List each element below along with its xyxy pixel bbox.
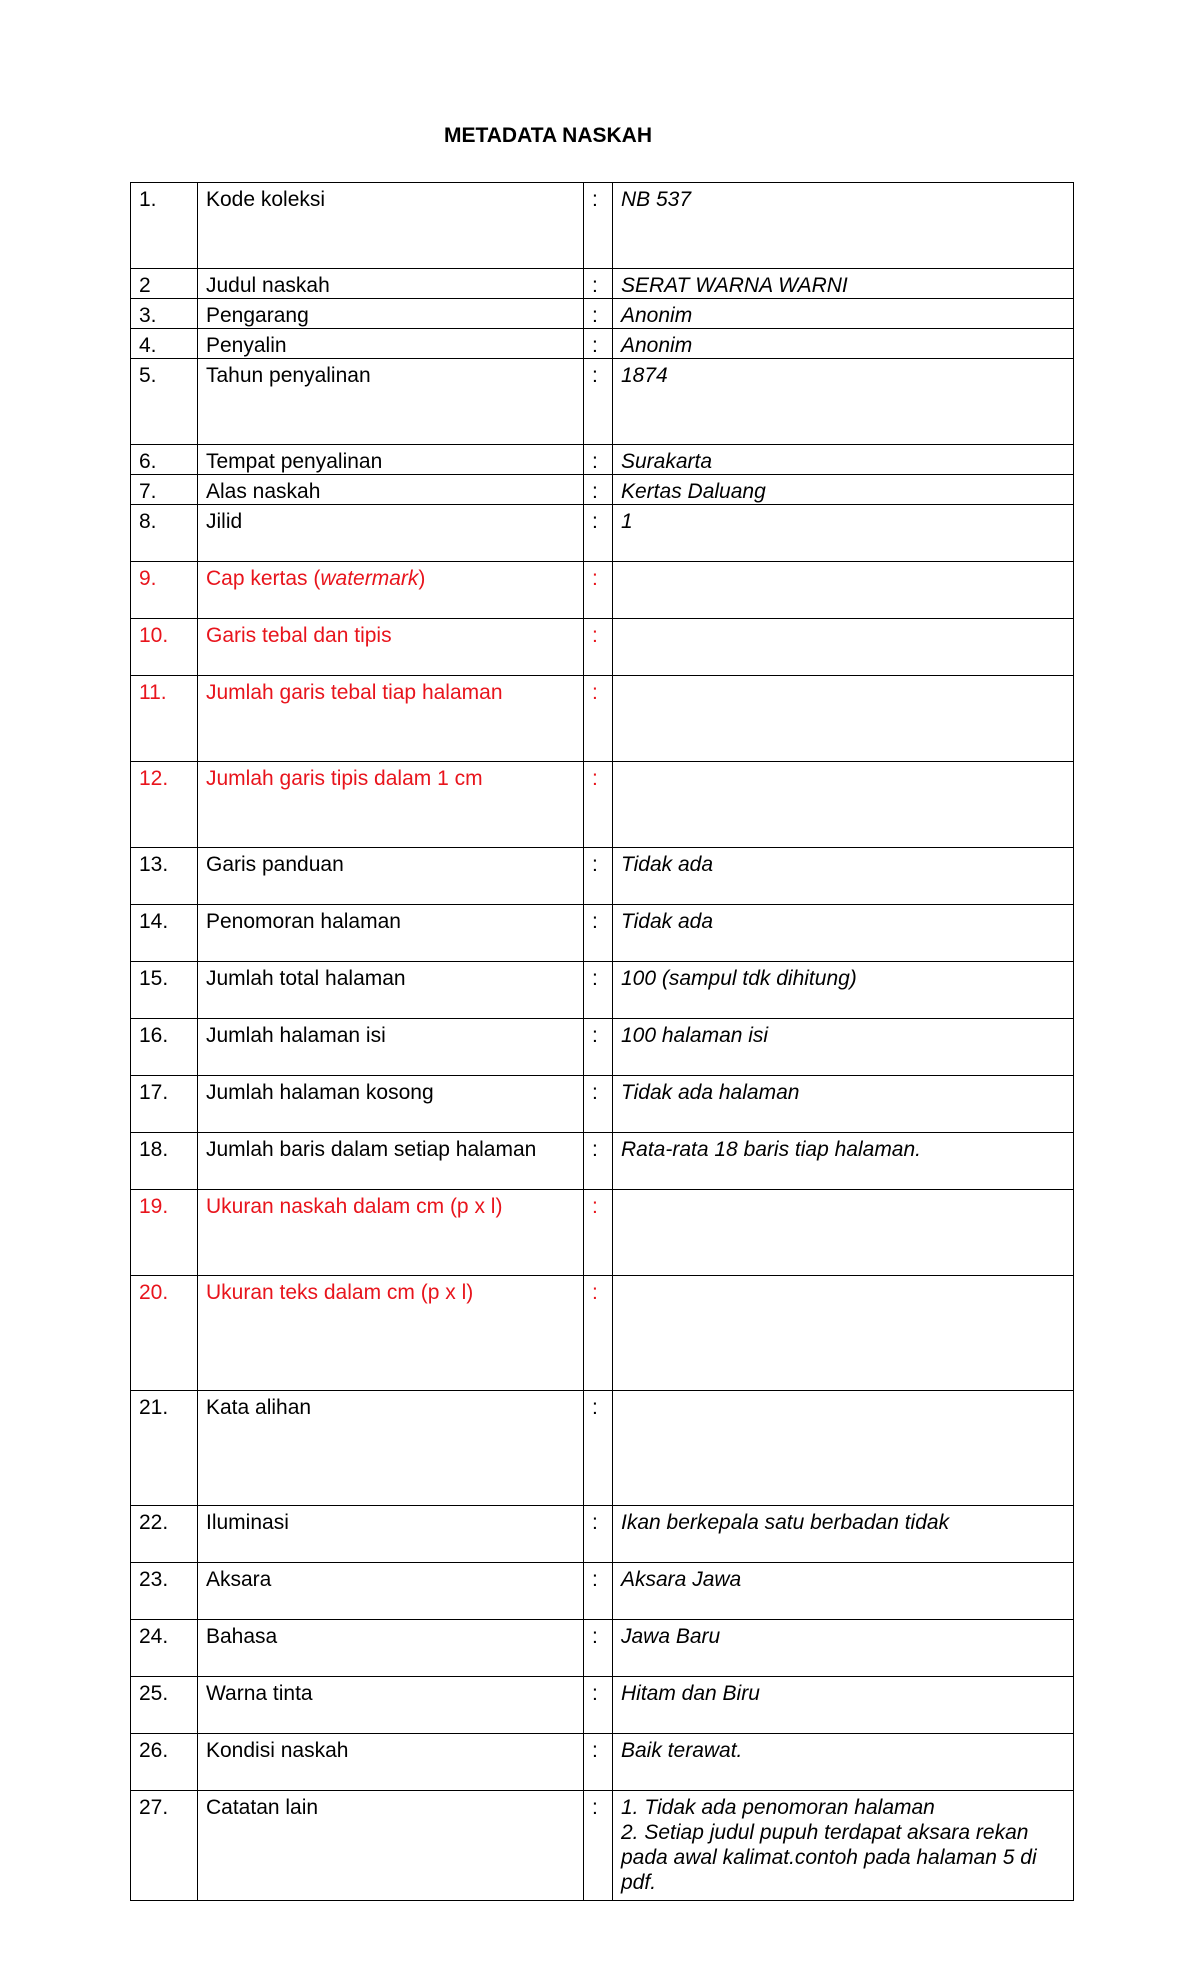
row-number: 14.	[131, 905, 198, 962]
colon-separator: :	[584, 1734, 613, 1791]
row-number: 2	[131, 269, 198, 299]
row-number: 11.	[131, 676, 198, 762]
row-number: 6.	[131, 445, 198, 475]
colon-separator: :	[584, 475, 613, 505]
field-value: Rata-rata 18 baris tiap halaman.	[613, 1133, 1074, 1190]
field-value	[613, 762, 1074, 848]
row-number: 22.	[131, 1506, 198, 1563]
field-label	[198, 562, 584, 619]
field-value: 100 halaman isi	[613, 1019, 1074, 1076]
colon-separator: :	[584, 1391, 613, 1506]
row-number: 3.	[131, 299, 198, 329]
row-number: 9.	[131, 562, 198, 619]
table-row	[131, 619, 1074, 676]
field-label: Jilid	[198, 505, 584, 562]
colon-separator: :	[584, 1019, 613, 1076]
field-label: Aksara	[198, 1563, 584, 1620]
row-number: 16.	[131, 1019, 198, 1076]
colon-separator: :	[584, 329, 613, 359]
colon-separator: :	[584, 1677, 613, 1734]
table-row	[131, 1076, 1074, 1133]
table-row	[131, 1190, 1074, 1276]
table-row	[131, 962, 1074, 1019]
table-row	[131, 299, 1074, 329]
table-row	[131, 1506, 1074, 1563]
table-row	[131, 562, 1074, 619]
field-label: Jumlah total halaman	[198, 962, 584, 1019]
table-row	[131, 505, 1074, 562]
field-label-end: )	[418, 567, 426, 590]
colon-separator: :	[584, 1563, 613, 1620]
table-row	[131, 1563, 1074, 1620]
field-value-line: 1. Tidak ada penomoran halaman	[621, 1796, 935, 1819]
field-value	[613, 1276, 1074, 1391]
colon-separator: :	[584, 183, 613, 269]
table-row	[131, 359, 1074, 445]
row-number: 1.	[131, 183, 198, 269]
field-label: Kata alihan	[198, 1391, 584, 1506]
row-number: 15.	[131, 962, 198, 1019]
colon-separator: :	[584, 962, 613, 1019]
row-number: 23.	[131, 1563, 198, 1620]
table-row	[131, 183, 1074, 269]
field-value: Tidak ada	[613, 848, 1074, 905]
colon-separator: :	[584, 505, 613, 562]
field-label: Pengarang	[198, 299, 584, 329]
field-value: Anonim	[613, 329, 1074, 359]
field-label-italic: watermark	[320, 567, 419, 590]
field-label: Tahun penyalinan	[198, 359, 584, 445]
field-label: Jumlah garis tebal tiap halaman	[198, 676, 584, 762]
colon-separator: :	[584, 359, 613, 445]
field-label-text: Cap kertas (	[206, 567, 321, 590]
row-number: 21.	[131, 1391, 198, 1506]
field-value: NB 537	[613, 183, 1074, 269]
row-number: 8.	[131, 505, 198, 562]
colon-separator: :	[584, 848, 613, 905]
field-value: Surakarta	[613, 445, 1074, 475]
colon-separator: :	[584, 619, 613, 676]
colon-separator: :	[584, 1620, 613, 1677]
field-label: Kondisi naskah	[198, 1734, 584, 1791]
colon-separator: :	[584, 269, 613, 299]
row-number: 4.	[131, 329, 198, 359]
colon-separator: :	[584, 1133, 613, 1190]
table-row	[131, 1019, 1074, 1076]
field-label: Garis tebal dan tipis	[198, 619, 584, 676]
row-number: 27.	[131, 1791, 198, 1901]
field-value: Kertas Daluang	[613, 475, 1074, 505]
table-row	[131, 269, 1074, 299]
row-number: 26.	[131, 1734, 198, 1791]
field-value: Jawa Baru	[613, 1620, 1074, 1677]
table-row	[131, 329, 1074, 359]
colon-separator: :	[584, 445, 613, 475]
field-label: Bahasa	[198, 1620, 584, 1677]
field-value: Baik terawat.	[613, 1734, 1074, 1791]
colon-separator: :	[584, 1791, 613, 1901]
field-label: Jumlah garis tipis dalam 1 cm	[198, 762, 584, 848]
row-number: 12.	[131, 762, 198, 848]
field-label: Garis panduan	[198, 848, 584, 905]
field-value: Hitam dan Biru	[613, 1677, 1074, 1734]
field-value: Aksara Jawa	[613, 1563, 1074, 1620]
table-row	[131, 1391, 1074, 1506]
table-row	[131, 1677, 1074, 1734]
table-row	[131, 1133, 1074, 1190]
row-number: 13.	[131, 848, 198, 905]
table-row	[131, 1734, 1074, 1791]
colon-separator: :	[584, 1276, 613, 1391]
field-value-line: 2. Setiap judul pupuh terdapat aksara rekan pada awal kalimat.contoh pada halaman 5 di pdf.	[621, 1821, 1037, 1894]
field-label: Ukuran teks dalam cm (p x l)	[198, 1276, 584, 1391]
field-label: Jumlah baris dalam setiap halaman	[198, 1133, 584, 1190]
row-number: 19.	[131, 1190, 198, 1276]
table-row	[131, 762, 1074, 848]
field-label: Warna tinta	[198, 1677, 584, 1734]
colon-separator: :	[584, 1190, 613, 1276]
row-number: 25.	[131, 1677, 198, 1734]
field-label: Kode koleksi	[198, 183, 584, 269]
field-value: Tidak ada	[613, 905, 1074, 962]
colon-separator: :	[584, 762, 613, 848]
colon-separator: :	[584, 676, 613, 762]
field-label: Ukuran naskah dalam cm (p x l)	[198, 1190, 584, 1276]
field-label: Penyalin	[198, 329, 584, 359]
field-label: Iluminasi	[198, 1506, 584, 1563]
colon-separator: :	[584, 1076, 613, 1133]
table-row	[131, 848, 1074, 905]
row-number: 7.	[131, 475, 198, 505]
field-value	[613, 1791, 1074, 1901]
field-value	[613, 1190, 1074, 1276]
field-label: Tempat penyalinan	[198, 445, 584, 475]
field-value: Tidak ada halaman	[613, 1076, 1074, 1133]
colon-separator: :	[584, 905, 613, 962]
page-title: METADATA NASKAH	[443, 124, 653, 147]
row-number: 24.	[131, 1620, 198, 1677]
field-label: Catatan lain	[198, 1791, 584, 1901]
table-row	[131, 1620, 1074, 1677]
field-value: 1	[613, 505, 1074, 562]
field-value: 1874	[613, 359, 1074, 445]
field-value: SERAT WARNA WARNI	[613, 269, 1074, 299]
field-value	[613, 562, 1074, 619]
table-row	[131, 445, 1074, 475]
row-number: 10.	[131, 619, 198, 676]
table-row	[131, 1791, 1074, 1901]
colon-separator: :	[584, 299, 613, 329]
field-value	[613, 676, 1074, 762]
row-number: 20.	[131, 1276, 198, 1391]
row-number: 5.	[131, 359, 198, 445]
colon-separator: :	[584, 562, 613, 619]
field-value: Ikan berkepala satu berbadan tidak	[613, 1506, 1074, 1563]
field-value	[613, 619, 1074, 676]
table-row	[131, 905, 1074, 962]
field-label: Penomoran halaman	[198, 905, 584, 962]
row-number: 18.	[131, 1133, 198, 1190]
field-label: Judul naskah	[198, 269, 584, 299]
field-label: Jumlah halaman isi	[198, 1019, 584, 1076]
field-value	[613, 1391, 1074, 1506]
field-label: Alas naskah	[198, 475, 584, 505]
table-row	[131, 676, 1074, 762]
table-row	[131, 1276, 1074, 1391]
colon-separator: :	[584, 1506, 613, 1563]
row-number: 17.	[131, 1076, 198, 1133]
table-row	[131, 475, 1074, 505]
field-label: Jumlah halaman kosong	[198, 1076, 584, 1133]
metadata-table	[130, 182, 1074, 1901]
field-value: 100 (sampul tdk dihitung)	[613, 962, 1074, 1019]
field-value: Anonim	[613, 299, 1074, 329]
